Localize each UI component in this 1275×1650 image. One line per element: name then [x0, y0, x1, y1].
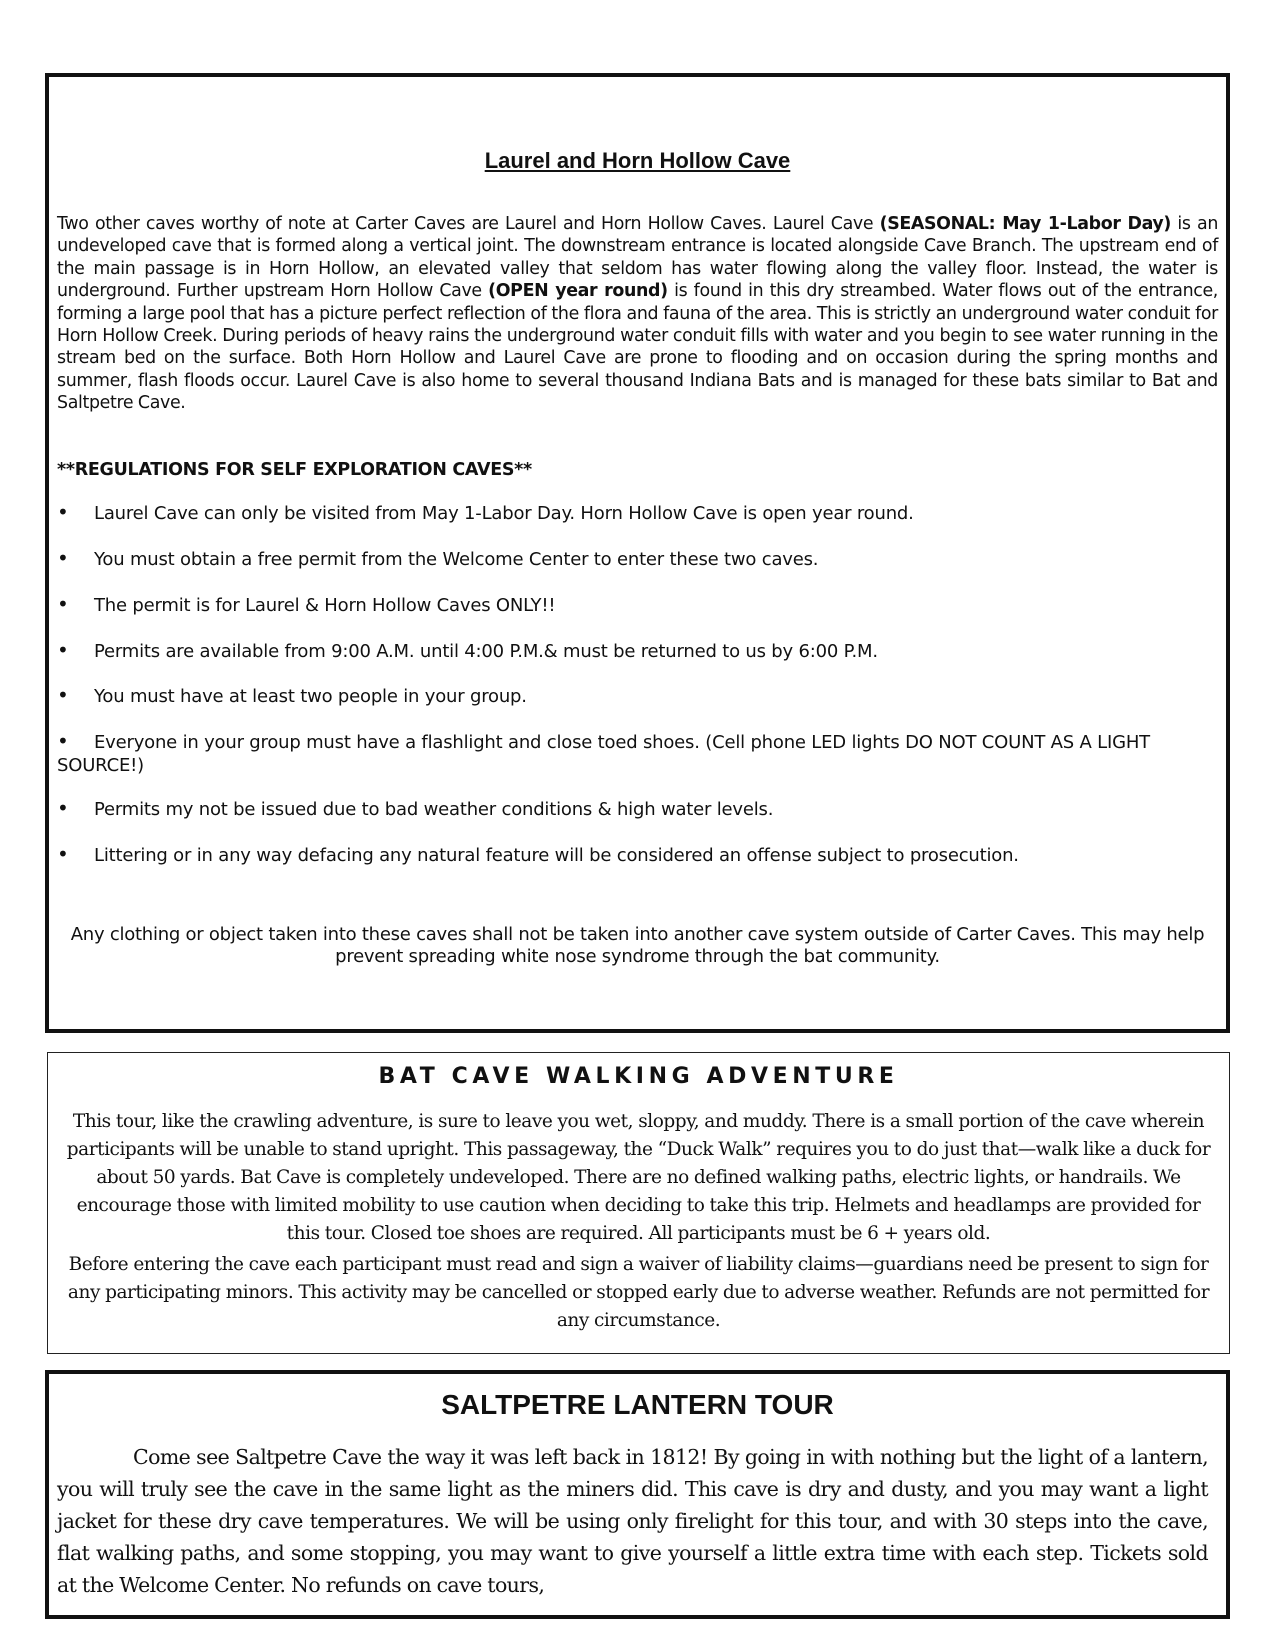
bullet-icon: •: [57, 592, 69, 616]
rule-item: [57, 594, 1218, 617]
rule-text: Permits my not be issued due to bad weather conditions & high water levels.: [94, 799, 774, 820]
laurel-section-title: Laurel and Horn Hollow Cave: [484, 148, 791, 173]
saltpetre-description: Come see Saltpetre Cave the way it was left back in 1812! By going in with nothing but the light of a lantern, you will truly see the cave in the same light as the miners did. This cave is dry and dusty, and you may want a light jacket for these dry cave temperatures. We will be using only firelight for this tour, and with 30 steps into the cave, flat walking paths, and some stopping, you may want to give yourself a little extra time with each step. Tickets sold at the Welcome Center. No refunds on cave tours,: [57, 1445, 1208, 1597]
white-nose-note: Any clothing or object taken into these caves shall not be taken into another cave system outside of Carter Caves. This may help prevent spreading white nose syndrome through the bat community.: [70, 924, 1205, 967]
rule-item: [57, 798, 1218, 821]
rule-text: Littering or in any way defacing any natural feature will be considered an offense subject to prosecution.: [94, 845, 1019, 866]
rule-item: [57, 731, 1218, 777]
rule-item: [57, 502, 1218, 525]
laurel-horn-hollow-section: [45, 73, 1230, 1033]
bat-cave-description: This tour, like the crawling adventure, is sure to leave you wet, sloppy, and muddy. There is a small portion of the cave wherein participants will be unable to stand upright. This passageway, the “Duck Walk” requires you to do just that—walk like a duck for about 50 yards. Bat Cave is completely undeveloped. There are no defined walking paths, electric lights, or handrails. We encourage those with limited mobility to use caution when deciding to take this trip. Helmets and headlamps are provided for this tour. Closed toe shoes are required. All participants must be 6 + years old.: [66, 1111, 1211, 1244]
bullet-icon: •: [57, 500, 69, 524]
rule-item: [57, 844, 1218, 867]
bullet-icon: •: [57, 842, 69, 866]
rule-text: Permits are available from 9:00 A.M. until 4:00 P.M.& must be returned to us by 6:00 P.M.: [94, 641, 878, 662]
bat-cave-waiver-note: Before entering the cave each participant must read and sign a waiver of liability claims—guardians need be present to sign for any participating minors. This activity may be cancelled or stopped early due to adverse weather. Refunds are not permitted for any circumstance.: [67, 1254, 1210, 1331]
rule-text: Laurel Cave can only be visited from May 1-Labor Day. Horn Hollow Cave is open year round.: [94, 503, 914, 524]
rule-text: Everyone in your group must have a flashlight and close toed shoes. (Cell phone LED lights DO NOT COUNT AS A LIGHT SOURCE!): [57, 732, 1150, 776]
bat-cave-title: BAT CAVE WALKING ADVENTURE: [378, 1064, 899, 1089]
regulations-heading: **REGULATIONS FOR SELF EXPLORATION CAVES**: [57, 460, 532, 480]
intro-text-1: Two other caves worthy of note at Carter Caves are Laurel and Horn Hollow Caves. Laurel Cave: [57, 214, 880, 234]
laurel-seasonal-note: (SEASONAL: May 1-Labor Day): [879, 214, 1172, 234]
horn-hollow-open-note: (OPEN year round): [488, 281, 668, 302]
rule-text: You must have at least two people in your group.: [94, 686, 527, 707]
bat-cave-section: [47, 1052, 1230, 1354]
bullet-icon: •: [57, 796, 69, 820]
bullet-icon: •: [57, 638, 69, 662]
laurel-intro-paragraph: [57, 213, 1218, 415]
bullet-icon: •: [57, 729, 69, 753]
rule-item: [57, 685, 1218, 708]
rule-item: [57, 640, 1218, 663]
saltpetre-title: SALTPETRE LANTERN TOUR: [441, 1389, 834, 1420]
saltpetre-section: [45, 1370, 1230, 1619]
rule-text: You must obtain a free permit from the Welcome Center to enter these two caves.: [94, 549, 819, 570]
intro-text-3: is found in this dry streambed. Water flows out of the entrance, forming a large pool that has a picture perfect reflection of the flora and fauna of the area. This is strictly an underground water conduit for Horn Hollow Creek. During periods of heavy rains the underground water conduit fills with water and you begin to see water running in the stream bed on the surface. Both Horn Hollow and Laurel Cave are prone to flooding and on occasion during the spring months and summer, flash floods occur. Laurel Cave is also home to several thousand Indiana Bats and is managed for these bats similar to Bat and Saltpetre Cave.: [57, 281, 1218, 414]
bullet-icon: •: [57, 546, 69, 570]
intro-text-2: is an undeveloped cave that is formed along a vertical joint. The downstream entrance is located alongside Cave Branch. The upstream end of the main passage is in Horn Hollow, an elevated valley that seldom has water flowing along the valley floor. Instead, the water is underground. Further upstream Horn Hollow Cave: [57, 214, 1218, 302]
rule-text: The permit is for Laurel & Horn Hollow Caves ONLY!!: [94, 595, 556, 616]
bullet-icon: •: [57, 683, 69, 707]
rule-item: [57, 548, 1218, 571]
